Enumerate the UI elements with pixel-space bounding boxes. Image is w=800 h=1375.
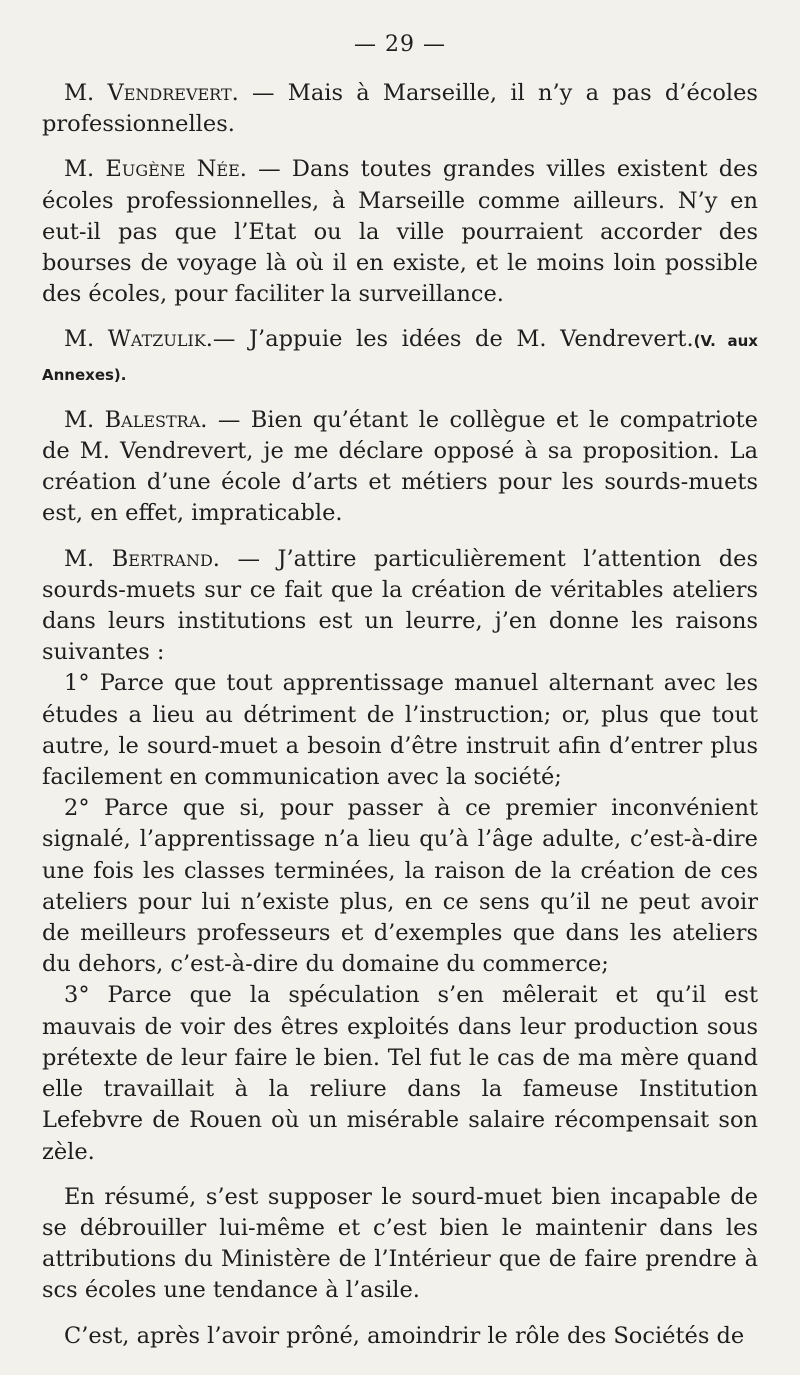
speaker-name: M. Eugène Née. [64,156,247,183]
list-text: Parce que la spéculation s’en mêlerait et qu’il est mauvais de voir des êtres exploités dans leur production sous prétexte de leur faire le bien. Tel fut le cas de ma mère quand elle travaillait à la reliure dans la fameuse Institution Lefebvre de Rouen où un misérable salaire récompensait son zèle. [42,982,758,1165]
list-item [42,668,758,793]
paragraph-text: — Dans toutes grandes villes existent des écoles professionnelles, à Marseille comme ailleurs. N’y en eut-il pas que l’Etat ou la ville pourraient accorder des bourses de voyage là où il en existe, et le moins loin possible des écoles, pour faciliter la surveillance. [42,156,759,308]
list-text: Parce que tout apprentissage manuel alternant avec les études a lieu au détriment de l’instruction; or, plus que tout autre, le sourd-muet a besoin d’être instruit afin d’entrer plus facilement en communication avec la société; [42,670,758,791]
speaker-name: M. Vendrevert. [64,80,239,106]
paragraph-text: — J’appuie les idées de M. Vendrevert. [212,326,694,353]
paragraph-text: — Mais à Marseille, il n’y a pas d’écoles professionnelles. [42,80,758,138]
paragraph-balestra [42,405,758,530]
speaker-name: M. Bertrand. [64,545,220,572]
list-text: Parce que si, pour passer à ce premier inconvénient signalé, l’apprentissage n’a lieu qu’à l’âge adulte, c’est-à-dire une fois les classes terminées, la raison de la création de ces ateliers pour lui n’existe plus, en ce sens qu’il ne peut avoir de meilleurs professeurs et d’exemples que dans les ateliers du dehors, c’est-à-dire du domaine du commerce; [42,795,758,978]
paragraph-bertrand [42,544,758,669]
speaker-name: M. Balestra. [64,406,208,433]
paragraph-text: — Bien qu’étant le collègue et le compatriote de M. Vendrevert, je me déclare opposé à sa proposition. La création d’une école d’arts et métiers pour les sourds-muets est, en effet, impraticable. [42,406,759,527]
list-item [42,793,758,980]
paragraph-watzulik [42,324,758,390]
paragraph-closing: C’est, après l’avoir prôné, amoindrir le rôle des Sociétés de [64,1322,745,1349]
paragraph-eugene-nee [42,154,758,310]
paragraph-vendrevert [42,78,758,140]
annex-reference: (V. aux Annexes). [42,332,758,384]
list-marker: 2° [64,795,90,822]
speaker-name: M. Watzulik. [64,326,213,353]
paragraph-text: — J’attire particulièrement l’attention des sourds-muets sur ce fait que la création de véritables ateliers dans leurs institutions est un leurre, j’en donne les raisons suivantes : [42,545,758,666]
page-number: — 29 — [354,32,446,57]
list-marker: 1° [64,670,90,697]
list-marker: 3° [64,982,90,1009]
paragraph-resume: En résumé, s’est supposer le sourd-muet bien incapable de se débrouiller lui-même et c’est bien le maintenir dans les attributions du Ministère de l’Intérieur que de faire prendre à scs écoles une tendance à l’asile. [42,1183,758,1304]
list-item [42,980,758,1167]
